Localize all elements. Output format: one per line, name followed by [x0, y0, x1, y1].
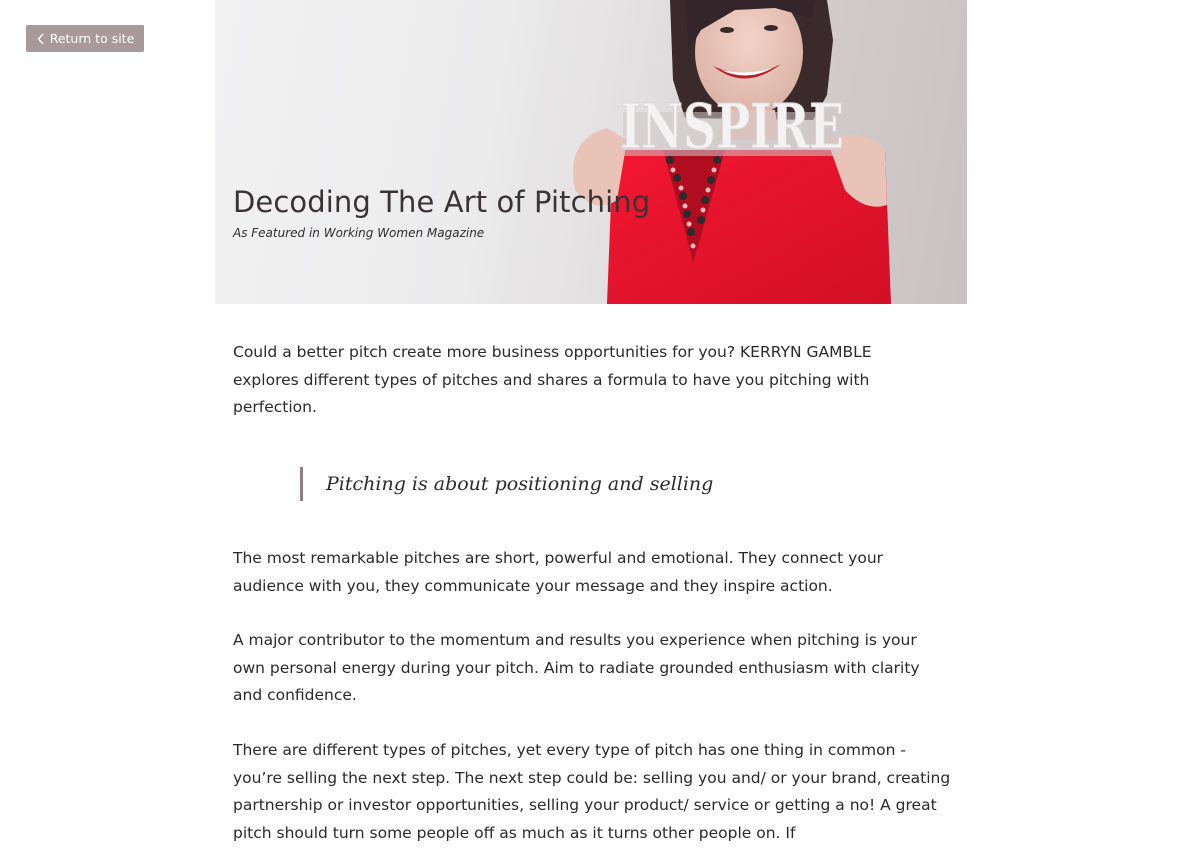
pull-quote-text: Pitching is about positioning and selling: [326, 473, 714, 495]
hero-banner: [215, 0, 967, 304]
page-subtitle: As Featured in Working Women Magazine: [233, 226, 485, 240]
hero-photo: [215, 0, 967, 304]
chevron-left-icon: [36, 33, 46, 45]
article-body: [233, 339, 953, 842]
page-title: Decoding The Art of Pitching: [233, 185, 651, 219]
pull-quote: [300, 467, 713, 501]
article-intro: Could a better pitch create more business opportunities for you? KERRYN GAMBLE explores different types of pitches and shares a formula to have you pitching with perfection.: [233, 343, 872, 416]
article-paragraph: There are different types of pitches, yet every type of pitch has one thing in common - you’re selling the next step. The next step could be: selling you and/ or your brand, creating partnership or investor opportunities, selling your product/ service or getting a no! A great pitch should turn some people off as much as it turns other people on. If: [233, 741, 951, 842]
return-to-site-button[interactable]: [26, 25, 144, 52]
article-paragraph: A major contributor to the momentum and results you experience when pitching is your own personal energy during your pitch. Aim to radiate grounded enthusiasm with clarity and confidence.: [233, 631, 920, 704]
article-paragraph: The most remarkable pitches are short, powerful and emotional. They connect your audience with you, they communicate your message and they inspire action.: [233, 549, 884, 595]
inspire-sign: INSPIRE: [620, 90, 844, 163]
return-to-site-label: Return to site: [49, 31, 135, 46]
